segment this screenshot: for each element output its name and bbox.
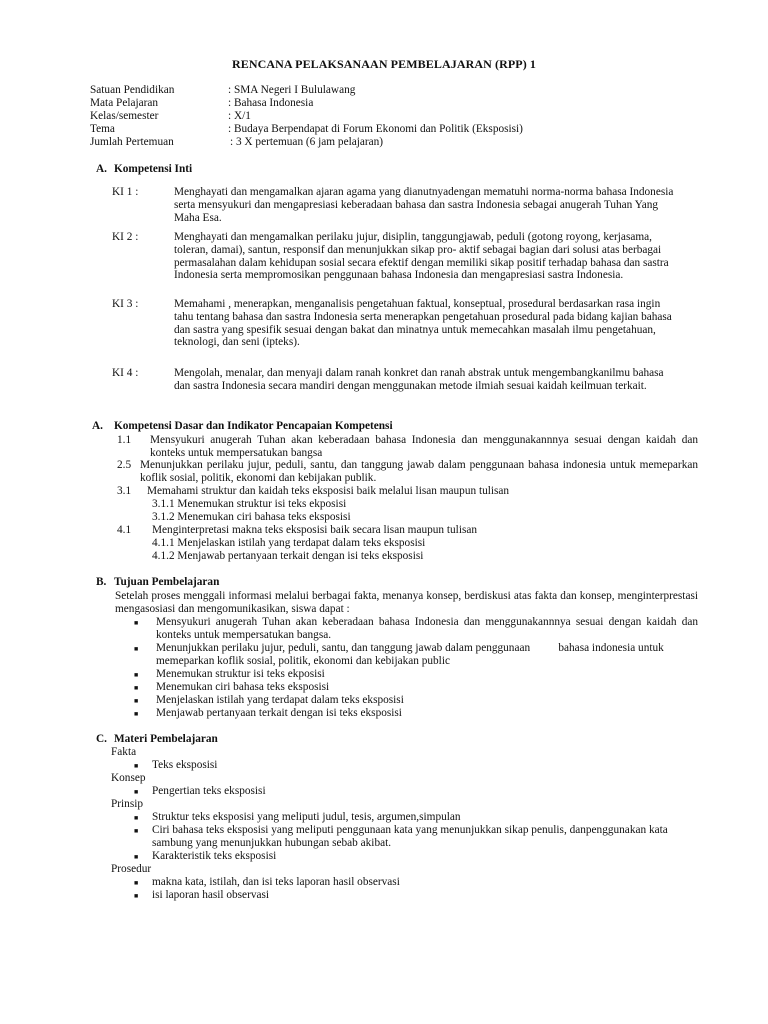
tujuan-item: Menjawab pertanyaan terkait dengan isi teks eksposisi xyxy=(156,707,402,719)
section-heading-kompetensi-dasar xyxy=(92,420,393,432)
tujuan-item: Menjelaskan istilah yang terdapat dalam teks eksposisi xyxy=(156,694,404,706)
document-title: RENCANA PELAKSANAAN PEMBELAJARAN (RPP) 1 xyxy=(232,57,536,71)
meta-label: Kelas/semester xyxy=(90,110,159,122)
section-title: Kompetensi Dasar dan Indikator Pencapaian Kompetensi xyxy=(114,420,393,432)
bullet-marker: ■ xyxy=(134,762,139,770)
meta-value: : 3 X pertemuan (6 jam pelajaran) xyxy=(230,136,384,148)
kd-number: 2.5 xyxy=(117,459,132,471)
bullet-marker: ■ xyxy=(134,814,139,822)
ki-text: Menghayati dan mengamalkan ajaran agama yang dianutnyadengan mematuhi norma-norma bahasa Indonesia serta mensyukuri dan mengapresiasi keberadaan bahasa dan sastra Indonesia sebagai anugerah Tuhan Yang Maha Esa. xyxy=(174,186,674,224)
bullet-marker: ■ xyxy=(134,879,139,887)
materi-item: Karakteristik teks eksposisi xyxy=(152,850,277,862)
ki-text: Memahami , menerapkan, menganalisis pengetahuan faktual, konseptual, prosedural berdasarkan rasa ingin tahu tentang bahasa dan sastra Indonesia serta menerapkan pengetahuan prosedural pada bidang kajian bahasa dan sastra yang spesifik sesuai dengan bakat dan minatnya untuk memecahkan masalah ilmu pengetahuan, teknologi, dan seni (ipteks). xyxy=(174,298,672,349)
kd-number: 4.1 xyxy=(117,524,132,536)
section-letter: C. xyxy=(96,733,107,745)
meta-label: Jumlah Pertemuan xyxy=(90,136,174,148)
section-letter: B. xyxy=(96,576,107,588)
kd-number: 1.1 xyxy=(117,434,132,446)
tujuan-intro: Setelah proses menggali informasi melalui berbagai fakta, menanya konsep, berdiskusi atas fakta dan konsep, menginterprestasi mengasosiasi dan mengomunikasikan, siswa dapat : xyxy=(115,590,698,615)
bullet-marker: ■ xyxy=(134,645,139,653)
materi-group-label: Prosedur xyxy=(111,863,152,875)
materi-group-label: Konsep xyxy=(111,772,146,784)
section-heading-tujuan xyxy=(96,576,219,588)
ki-label: KI 4 : xyxy=(112,367,139,379)
kd-indicator: 4.1.2 Menjawab pertanyaan terkait dengan isi teks eksposisi xyxy=(152,550,424,562)
materi-group-label: Prinsip xyxy=(111,798,144,810)
ki-text: Menghayati dan mengamalkan perilaku jujur, disiplin, tanggungjawab, peduli (gotong royong, kerjasama, toleran, damai), santun, responsif dan menunjukkan sikap pro- aktif sebagai bagian dari solusi atas berbagai permasalahan dalam kehidupan sosial secara efektif dengan memiliki sikap positif terhadap bahasa dan sastra Indonesia serta mempromosikan penggunaan bahasa Indonesia dan mengapresiasi sastra Indonesia. xyxy=(174,231,669,282)
meta-label: Mata Pelajaran xyxy=(90,97,159,109)
bullet-marker: ■ xyxy=(134,697,139,705)
kd-text: Memahami struktur dan kaidah teks eksposisi baik melalui lisan maupun tulisan xyxy=(147,485,510,497)
ki-label: KI 2 : xyxy=(112,231,139,243)
kd-text: Menunjukkan perilaku jujur, peduli, santu, dan tanggung jawab dalam penggunaan bahasa indonesia untuk memeparkan koflik sosial, politik, ekonomi dan kebijakan publik. xyxy=(140,459,698,484)
section-title: Tujuan Pembelajaran xyxy=(114,576,220,588)
ki-text: Mengolah, menalar, dan menyaji dalam ranah konkret dan ranah abstrak untuk mengembangkanilmu bahasa dan sastra Indonesia secara mandiri dengan menggunakan metode ilmiah sesuai kaidah keilmuan terkait. xyxy=(174,367,664,392)
meta-label: Tema xyxy=(90,123,115,135)
section-letter: A. xyxy=(96,163,107,175)
kd-text: Menginterpretasi makna teks eksposisi baik secara lisan maupun tulisan xyxy=(152,524,478,536)
kd-indicator: 4.1.1 Menjelaskan istilah yang terdapat dalam teks eksposisi xyxy=(152,537,426,549)
meta-value: : Budaya Berpendapat di Forum Ekonomi dan Politik (Eksposisi) xyxy=(228,123,523,135)
kd-indicator: 3.1.1 Menemukan struktur isi teks ekposisi xyxy=(152,498,347,510)
bullet-marker: ■ xyxy=(134,853,139,861)
materi-item: Teks eksposisi xyxy=(152,759,218,771)
bullet-marker: ■ xyxy=(134,671,139,679)
materi-item: Struktur teks eksposisi yang meliputi judul, tesis, argumen,simpulan xyxy=(152,811,461,823)
kd-number: 3.1 xyxy=(117,485,132,497)
bullet-marker: ■ xyxy=(134,827,139,835)
section-title: Kompetensi Inti xyxy=(114,163,193,175)
materi-item: makna kata, istilah, dan isi teks laporan hasil observasi xyxy=(152,876,400,888)
bullet-marker: ■ xyxy=(134,892,139,900)
section-title: Materi Pembelajaran xyxy=(114,733,218,745)
ki-label: KI 3 : xyxy=(112,298,139,310)
meta-value: : SMA Negeri I Bululawang xyxy=(228,84,356,96)
meta-value: : Bahasa Indonesia xyxy=(228,97,314,109)
bullet-marker: ■ xyxy=(134,619,139,627)
tujuan-item: Menemukan struktur isi teks ekposisi xyxy=(156,668,325,680)
materi-group-label: Fakta xyxy=(111,746,137,758)
kd-text: Mensyukuri anugerah Tuhan akan keberadaan bahasa Indonesia dan menggunakannnya sesuai dengan kaidah dan konteks untuk mempersatukan bangsa xyxy=(150,434,698,459)
section-heading-kompetensi-inti xyxy=(96,163,192,175)
section-heading-materi xyxy=(96,733,218,745)
tujuan-item: Menemukan ciri bahasa teks eksposisi xyxy=(156,681,330,693)
meta-value: : X/1 xyxy=(228,110,251,122)
tujuan-item: Menunjukkan perilaku jujur, peduli, santu, dan tanggung jawab dalam penggunaan bahasa indonesia untuk memeparkan koflik sosial, politik, ekonomi dan kebijakan public xyxy=(156,642,667,667)
bullet-marker: ■ xyxy=(134,684,139,692)
bullet-marker: ■ xyxy=(134,710,139,718)
ki-label: KI 1 : xyxy=(112,186,139,198)
materi-item: Pengertian teks eksposisi xyxy=(152,785,266,797)
tujuan-item: Mensyukuri anugerah Tuhan akan keberadaan bahasa Indonesia dan menggunakannnya sesuai dengan kaidah dan konteks untuk mempersatukan bangsa. xyxy=(156,616,698,641)
materi-item: isi laporan hasil observasi xyxy=(152,889,270,901)
materi-item: Ciri bahasa teks eksposisi yang meliputi penggunaan kata yang menunjukkan sikap penulis, danpenggunakan kata sambung yang menunjukkan hubungan sebab akibat. xyxy=(152,824,668,849)
meta-label: Satuan Pendidikan xyxy=(90,84,175,96)
section-letter: A. xyxy=(92,420,103,432)
kd-indicator: 3.1.2 Menemukan ciri bahasa teks eksposisi xyxy=(152,511,351,523)
bullet-marker: ■ xyxy=(134,788,139,796)
